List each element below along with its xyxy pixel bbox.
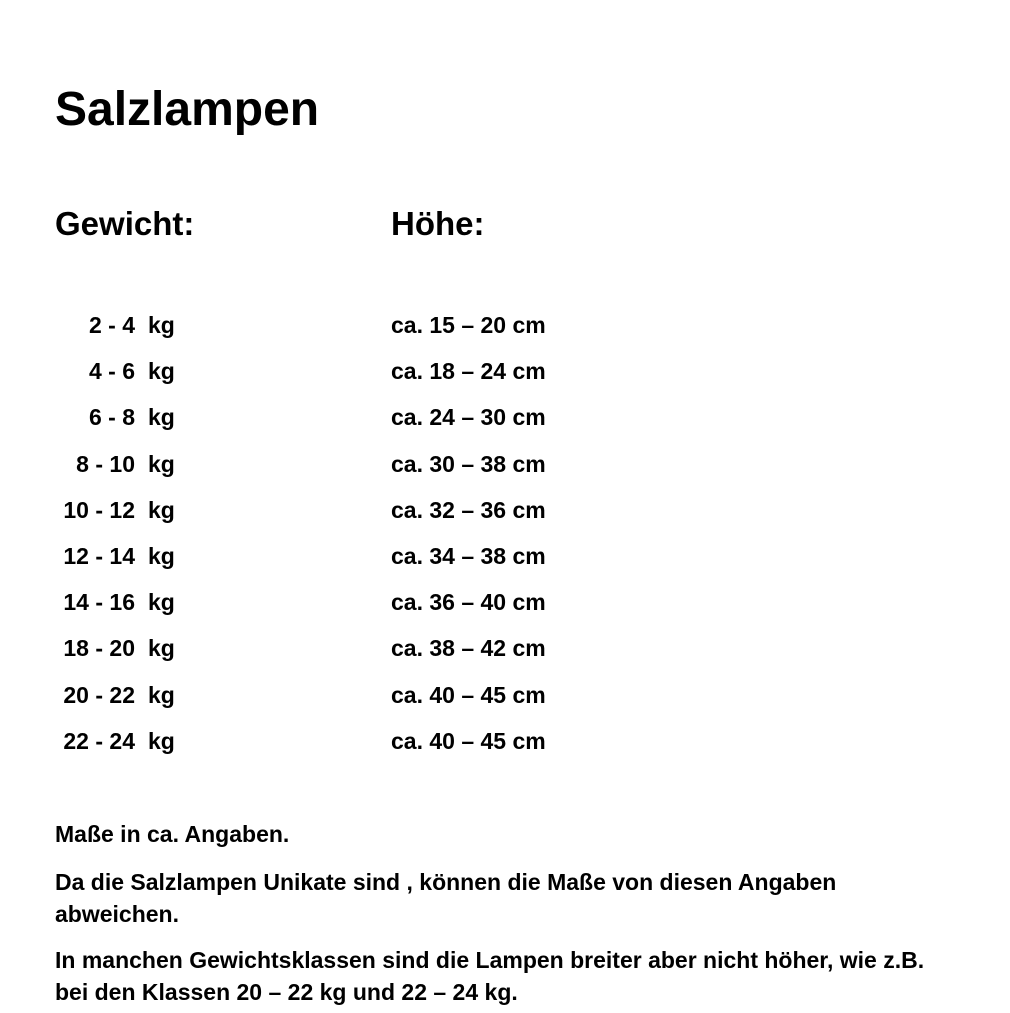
table-row — [0, 586, 1010, 632]
table-row — [0, 448, 1010, 494]
table-row — [0, 632, 1010, 678]
height-range: ca. 18 – 24 cm — [391, 358, 546, 385]
height-column-header: Höhe: — [391, 205, 485, 242]
weight-range: 12 - 14 — [63, 542, 135, 569]
weight-range: 10 - 12 — [63, 496, 135, 523]
weight-unit: kg — [148, 727, 175, 754]
height-range: ca. 40 – 45 cm — [391, 727, 546, 754]
height-range: ca. 15 – 20 cm — [391, 312, 546, 338]
table-row — [0, 401, 1010, 447]
weight-range: 20 - 22 — [63, 681, 135, 708]
height-range: ca. 30 – 38 cm — [391, 450, 546, 477]
weight-unit: kg — [148, 635, 175, 662]
height-range: ca. 34 – 38 cm — [391, 542, 546, 569]
height-range: ca. 32 – 36 cm — [391, 496, 546, 523]
weight-range: 6 - 8 — [88, 404, 135, 431]
height-range: ca. 36 – 40 cm — [391, 589, 546, 616]
note-approximate: Maße in ca. Angaben. — [55, 821, 290, 847]
weight-unit: kg — [148, 358, 175, 385]
height-range: ca. 24 – 30 cm — [391, 404, 546, 431]
weight-unit: kg — [148, 681, 175, 708]
weight-range: 4 - 6 — [88, 358, 135, 385]
weight-column-header: Gewicht: — [55, 205, 195, 242]
table-row — [0, 355, 1010, 401]
note-unique-items: Da die Salzlampen Unikate sind , können die Maße von diesen Angaben abweichen. — [55, 869, 837, 927]
notes-section — [55, 818, 955, 1008]
weight-range: 2 - 4 — [88, 312, 135, 338]
weight-range: 22 - 24 — [63, 727, 135, 754]
weight-range: 18 - 20 — [63, 635, 135, 662]
height-range: ca. 40 – 45 cm — [391, 681, 546, 708]
table-row — [0, 679, 1010, 725]
weight-unit: kg — [148, 312, 175, 338]
weight-range: 14 - 16 — [63, 589, 135, 616]
page-title: Salzlampen — [55, 83, 320, 136]
height-range: ca. 38 – 42 cm — [391, 635, 546, 662]
table-row — [0, 725, 1010, 771]
weight-range: 8 - 10 — [76, 450, 135, 477]
weight-unit: kg — [148, 404, 175, 431]
weight-unit: kg — [148, 496, 175, 523]
weight-unit: kg — [148, 542, 175, 569]
table-row — [0, 309, 1010, 355]
table-row — [0, 494, 1010, 540]
weight-unit: kg — [148, 589, 175, 616]
size-table — [0, 309, 1010, 771]
note-weight-classes: In manchen Gewichtsklassen sind die Lampen breiter aber nicht höher, wie z.B. bei den Klassen 20 – 22 kg und 22 – 24 kg. — [55, 947, 925, 1005]
weight-unit: kg — [148, 450, 175, 477]
table-row — [0, 540, 1010, 586]
